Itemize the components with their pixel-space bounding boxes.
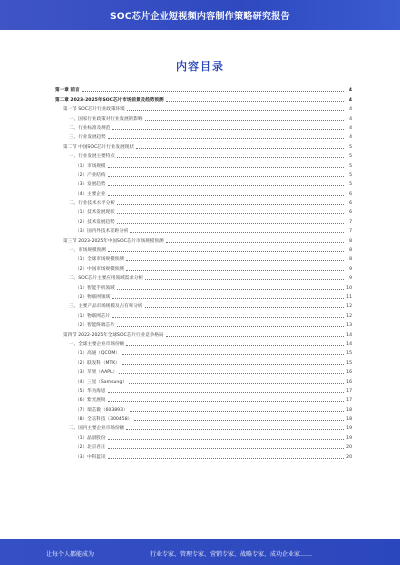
toc-dot-leader bbox=[134, 420, 344, 421]
toc-dot-leader bbox=[126, 260, 344, 261]
toc-entry-title: （1）高通（QCOM） bbox=[75, 351, 120, 357]
toc-page-number: 16 bbox=[346, 370, 352, 376]
toc-entry-title: （2）产业结构 bbox=[75, 172, 106, 178]
toc-dot-leader bbox=[112, 129, 344, 130]
toc-dot-leader bbox=[82, 91, 344, 92]
toc-entry-title: 二、SOC芯片主要应用领域需求分析 bbox=[69, 276, 144, 282]
toc-entry[interactable] bbox=[55, 206, 352, 215]
toc-dot-leader bbox=[166, 336, 344, 337]
toc-dot-leader bbox=[117, 204, 344, 205]
toc-entry[interactable] bbox=[55, 441, 352, 450]
toc-entry[interactable] bbox=[55, 215, 352, 224]
toc-entry-title: 一、国家行业政策对行业发展的影响 bbox=[69, 116, 143, 122]
toc-entry-title: （1）物联网芯片 bbox=[75, 313, 111, 319]
toc-entry[interactable] bbox=[55, 394, 352, 403]
toc-entry-title: （1）市场规模 bbox=[75, 163, 106, 169]
toc-dot-leader bbox=[119, 373, 344, 374]
toc-entry[interactable] bbox=[55, 140, 352, 149]
toc-entry-title: 二、行业标准及规范 bbox=[69, 125, 111, 131]
toc-dot-leader bbox=[145, 279, 344, 280]
footer-roles: 行业专家、管理专家、营销专家、战略专家、成功企业家…… bbox=[150, 551, 313, 558]
toc-entry-title: 第一节 SOC芯片行业政策环境 bbox=[63, 107, 125, 113]
toc-entry-title: （3）中科蓝讯 bbox=[75, 454, 106, 460]
toc-dot-leader bbox=[117, 223, 344, 224]
toc-page-number: 12 bbox=[346, 313, 352, 319]
toc-entry-title: （6）紫光展锐 bbox=[75, 398, 106, 404]
toc-entry[interactable] bbox=[55, 234, 352, 243]
toc-page-number: 11 bbox=[346, 294, 352, 300]
toc-heading: 内容目录 bbox=[176, 60, 224, 73]
toc-page-number: 7 bbox=[349, 219, 352, 225]
toc-entry[interactable] bbox=[55, 431, 352, 440]
toc-dot-leader bbox=[108, 458, 345, 459]
toc-entry[interactable] bbox=[55, 253, 352, 262]
toc-entry[interactable] bbox=[55, 187, 352, 196]
toc-page-number: 16 bbox=[346, 379, 352, 385]
toc-entry-title: （2）联发科（MTK） bbox=[75, 360, 120, 366]
toc-entry[interactable] bbox=[55, 403, 352, 412]
toc-page-number: 6 bbox=[349, 191, 352, 197]
toc-dot-leader bbox=[117, 326, 344, 327]
toc-entry[interactable] bbox=[55, 131, 352, 140]
toc-dot-leader bbox=[129, 383, 344, 384]
toc-dot-leader bbox=[108, 251, 344, 252]
toc-entry-title: 第二节 中国SOC芯片行业发展现状 bbox=[63, 144, 134, 150]
toc-entry-title: 二、国内主要企业市场份额 bbox=[69, 426, 125, 432]
toc-page-number: 12 bbox=[346, 304, 352, 310]
toc-dot-leader bbox=[108, 185, 345, 186]
toc-dot-leader bbox=[166, 242, 344, 243]
toc-entry-title: （3）苹果（AAPL） bbox=[75, 370, 118, 376]
toc-entry[interactable] bbox=[55, 150, 352, 159]
toc-page-number: 14 bbox=[346, 341, 352, 347]
toc-page-number: 20 bbox=[346, 454, 352, 460]
toc-entry[interactable] bbox=[55, 178, 352, 187]
toc-entry[interactable] bbox=[55, 319, 352, 328]
toc-page-number: 8 bbox=[349, 257, 352, 263]
toc-entry-title: （1）技术发展现状 bbox=[75, 210, 115, 216]
toc-entry-title: （2）中国市场规模预测 bbox=[75, 266, 124, 272]
toc-dot-leader bbox=[108, 439, 345, 440]
toc-dot-leader bbox=[108, 176, 345, 177]
toc-page-number: 17 bbox=[346, 388, 352, 394]
toc-dot-leader bbox=[136, 148, 344, 149]
toc-entry[interactable] bbox=[55, 225, 352, 234]
toc-entry[interactable] bbox=[55, 347, 352, 356]
toc-entry[interactable] bbox=[55, 159, 352, 168]
toc-entry[interactable] bbox=[55, 300, 352, 309]
toc-entry[interactable] bbox=[55, 328, 352, 337]
toc-page-number: 18 bbox=[346, 407, 352, 413]
toc-page-number: 5 bbox=[349, 172, 352, 178]
toc-entry[interactable] bbox=[55, 413, 352, 422]
toc-page-number: 8 bbox=[349, 238, 352, 244]
toc-entry[interactable] bbox=[55, 93, 352, 102]
toc-page-number: 4 bbox=[349, 125, 352, 131]
toc-page-number: 5 bbox=[349, 163, 352, 169]
toc-page-number: 6 bbox=[349, 210, 352, 216]
toc-dot-leader bbox=[145, 307, 344, 308]
toc-entry-title: 三、行业发展趋势 bbox=[69, 135, 106, 141]
toc-page-number: 15 bbox=[346, 360, 352, 366]
toc-entry[interactable] bbox=[55, 122, 352, 131]
toc-entry[interactable] bbox=[55, 309, 352, 318]
toc-entry[interactable] bbox=[55, 169, 352, 178]
toc-entry-title: （8）全志科技（300458） bbox=[75, 417, 133, 423]
toc-page-number: 4 bbox=[348, 97, 352, 103]
toc-dot-leader bbox=[108, 392, 345, 393]
toc-dot-leader bbox=[117, 213, 344, 214]
toc-dot-leader bbox=[145, 120, 344, 121]
toc-dot-leader bbox=[117, 289, 344, 290]
toc-entry[interactable] bbox=[55, 291, 352, 300]
toc-entry-title: （3）国内外技术差距分析 bbox=[75, 229, 129, 235]
toc-page-number: 4 bbox=[348, 88, 352, 94]
toc-entry[interactable] bbox=[55, 356, 352, 365]
toc-page-number: 9 bbox=[349, 266, 352, 272]
toc-dot-leader bbox=[166, 101, 344, 102]
toc-entry-title: 第三节 2023-2025年中国SOC芯片市场规模预测 bbox=[63, 238, 164, 244]
toc-page-number: 13 bbox=[346, 323, 352, 329]
toc-entry-title: 一、市场规模预测 bbox=[69, 248, 106, 254]
toc-page-number: 14 bbox=[346, 332, 352, 338]
toc-dot-leader bbox=[130, 411, 344, 412]
toc-page-number: 5 bbox=[349, 154, 352, 160]
toc-entry-title: （4）主要企业 bbox=[75, 191, 106, 197]
toc-entry-title: 一、全球主要企业市场份额 bbox=[69, 341, 125, 347]
toc-entry-title: （7）瑞芯微（603893） bbox=[75, 407, 128, 413]
toc-entry-title: （1）晶晨股份 bbox=[75, 435, 106, 441]
toc-entry[interactable] bbox=[55, 262, 352, 271]
report-title: SOC芯片企业短视频内容制作策略研究报告 bbox=[110, 12, 290, 22]
toc-page-number: 17 bbox=[346, 398, 352, 404]
page-footer bbox=[0, 539, 400, 565]
toc-dot-leader bbox=[108, 195, 345, 196]
toc-entry-title: 第二章 2023-2025年SOC芯片市场前景及趋势预测 bbox=[55, 97, 164, 103]
toc-entry-title: （2）北京君正 bbox=[75, 445, 106, 451]
toc-entry[interactable] bbox=[55, 84, 352, 93]
toc-page-number: 10 bbox=[346, 285, 352, 291]
toc-dot-leader bbox=[112, 298, 344, 299]
toc-page-number: 4 bbox=[349, 107, 352, 113]
toc-page-number: 18 bbox=[346, 417, 352, 423]
toc-dot-leader bbox=[127, 110, 344, 111]
toc-page-number: 6 bbox=[349, 201, 352, 207]
toc-page-number: 15 bbox=[346, 351, 352, 357]
toc-entry-title: 第一章 前言 bbox=[55, 88, 80, 94]
toc-page-number: 4 bbox=[349, 116, 352, 122]
toc-entry-title: 第四节 2022-2025年全球SOC芯片行业竞争格局 bbox=[63, 332, 164, 338]
toc-dot-leader bbox=[117, 157, 344, 158]
toc-entry-title: 三、主要产品市场规模及占有率分析 bbox=[69, 304, 143, 310]
toc-entry[interactable] bbox=[55, 366, 352, 375]
toc-entry[interactable] bbox=[55, 338, 352, 347]
toc-page-number: 20 bbox=[346, 445, 352, 451]
toc-dot-leader bbox=[108, 138, 344, 139]
toc-entry-title: （2）智能终端芯片 bbox=[75, 323, 115, 329]
toc-page-number: 5 bbox=[349, 182, 352, 188]
toc-entry-title: （2）技术发展趋势 bbox=[75, 219, 115, 225]
toc-entry[interactable] bbox=[55, 112, 352, 121]
toc-page-number: 9 bbox=[349, 276, 352, 282]
toc-dot-leader bbox=[122, 364, 344, 365]
toc-entry-title: （3）发展趋势 bbox=[75, 182, 106, 188]
toc-page-number: 19 bbox=[346, 426, 352, 432]
toc-entry-title: （1）智能手机领域 bbox=[75, 285, 115, 291]
footer-slogan: 让每个人都能成为 bbox=[46, 551, 95, 558]
page-header bbox=[0, 0, 400, 30]
toc-entry[interactable] bbox=[55, 375, 352, 384]
toc-dot-leader bbox=[122, 354, 344, 355]
toc-page-number: 8 bbox=[349, 248, 352, 254]
toc-page-number: 7 bbox=[349, 229, 352, 235]
toc-entry[interactable] bbox=[55, 197, 352, 206]
toc-entry[interactable] bbox=[55, 450, 352, 459]
toc-page-number: 19 bbox=[346, 435, 352, 441]
toc-page-number: 5 bbox=[349, 144, 352, 150]
toc-entry[interactable] bbox=[55, 244, 352, 253]
toc-entry-title: （5）华为海思 bbox=[75, 388, 106, 394]
toc-dot-leader bbox=[108, 448, 345, 449]
toc-dot-leader bbox=[130, 232, 344, 233]
table-of-contents bbox=[55, 84, 352, 539]
toc-dot-leader bbox=[126, 429, 344, 430]
toc-page-number: 4 bbox=[349, 135, 352, 141]
toc-dot-leader bbox=[126, 270, 344, 271]
toc-entry[interactable] bbox=[55, 422, 352, 431]
toc-dot-leader bbox=[126, 345, 344, 346]
toc-entry[interactable] bbox=[55, 281, 352, 290]
toc-entry-title: 二、行业技术水平分析 bbox=[69, 201, 115, 207]
toc-entry-title: （2）物联网领域 bbox=[75, 294, 111, 300]
toc-dot-leader bbox=[108, 401, 345, 402]
toc-dot-leader bbox=[108, 167, 345, 168]
toc-entry-title: （1）全球市场规模预测 bbox=[75, 257, 124, 263]
toc-entry[interactable] bbox=[55, 272, 352, 281]
toc-entry[interactable] bbox=[55, 385, 352, 394]
toc-entry-title: （4）三星（Samsung） bbox=[75, 379, 127, 385]
toc-entry-title: 一、行业发展主要特点 bbox=[69, 154, 115, 160]
toc-dot-leader bbox=[112, 317, 344, 318]
toc-entry[interactable] bbox=[55, 103, 352, 112]
